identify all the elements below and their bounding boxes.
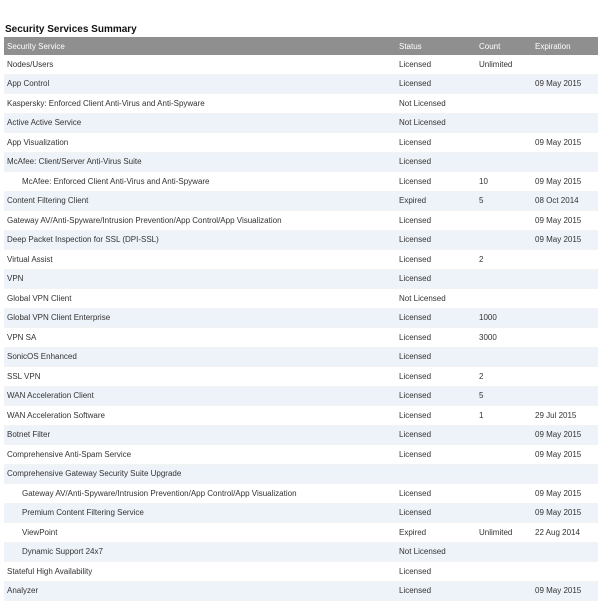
cell-security-service: SonicOS Enhanced	[7, 352, 77, 362]
cell-count: 1000	[479, 313, 497, 323]
cell-status: Not Licensed	[399, 118, 446, 128]
cell-status: Licensed	[399, 566, 432, 576]
column-header-status[interactable]: Status	[399, 41, 422, 51]
cell-count: Unlimited	[479, 527, 513, 537]
table-row[interactable]	[4, 211, 598, 231]
cell-expiration: 09 May 2015	[535, 79, 582, 89]
cell-count	[476, 74, 532, 94]
cell-status: Licensed	[399, 371, 432, 381]
panel-title: Security Services Summary	[5, 24, 137, 35]
cell-expiration: 09 May 2015	[535, 176, 582, 186]
cell-security-service: Gateway AV/Anti-Spyware/Intrusion Prevention/App Control/App Visualization	[22, 488, 297, 498]
cell-status: Licensed	[399, 176, 432, 186]
cell-expiration	[532, 386, 598, 406]
cell-count	[476, 445, 532, 465]
cell-security-service: Nodes/Users	[7, 59, 54, 69]
cell-security-service: SSL VPN	[7, 371, 41, 381]
cell-security-service: Analyzer	[7, 586, 39, 596]
cell-status: Licensed	[399, 313, 432, 323]
cell-expiration: 09 May 2015	[535, 215, 582, 225]
cell-count: 5	[479, 391, 484, 401]
cell-status: Expired	[399, 196, 427, 206]
cell-expiration	[532, 289, 598, 309]
table-row[interactable]	[4, 94, 598, 114]
cell-expiration: 09 May 2015	[535, 488, 582, 498]
cell-status: Not Licensed	[399, 547, 446, 557]
table-row[interactable]	[4, 289, 598, 309]
cell-status: Licensed	[399, 352, 432, 362]
cell-status: Licensed	[399, 332, 432, 342]
cell-status: Licensed	[399, 59, 432, 69]
cell-security-service: WAN Acceleration Client	[7, 391, 94, 401]
cell-count	[476, 152, 532, 172]
table-row[interactable]	[4, 347, 598, 367]
cell-expiration: 22 Aug 2014	[535, 527, 580, 537]
cell-status: Licensed	[399, 508, 432, 518]
cell-count: Unlimited	[479, 59, 513, 69]
table-row[interactable]	[4, 562, 598, 582]
cell-expiration: 08 Oct 2014	[535, 196, 579, 206]
cell-security-service: Global VPN Client	[7, 293, 72, 303]
table-row[interactable]	[4, 425, 598, 445]
cell-count	[476, 581, 532, 601]
cell-expiration: 09 May 2015	[535, 235, 582, 245]
cell-count	[476, 347, 532, 367]
table-row[interactable]	[4, 269, 598, 289]
table-row[interactable]	[4, 230, 598, 250]
cell-expiration: 09 May 2015	[535, 586, 582, 596]
table-row[interactable]	[4, 367, 598, 387]
table-row[interactable]	[4, 55, 598, 74]
cell-status: Licensed	[399, 254, 432, 264]
cell-status: Licensed	[399, 215, 432, 225]
cell-security-service: Global VPN Client Enterprise	[7, 313, 111, 323]
cell-status: Licensed	[399, 157, 432, 167]
cell-security-service: Stateful High Availability	[7, 566, 93, 576]
cell-count	[476, 464, 532, 484]
column-header-expiration[interactable]: Expiration	[535, 41, 571, 51]
cell-security-service: Comprehensive Anti-Spam Service	[7, 449, 132, 459]
cell-security-service: Virtual Assist	[7, 254, 53, 264]
cell-count	[476, 94, 532, 114]
cell-count	[476, 269, 532, 289]
cell-count: 1	[479, 410, 484, 420]
table-row[interactable]	[4, 113, 598, 133]
cell-status: Not Licensed	[399, 293, 446, 303]
cell-expiration: 09 May 2015	[535, 508, 582, 518]
cell-security-service: Comprehensive Gateway Security Suite Upgrade	[7, 469, 182, 479]
cell-count: 3000	[479, 332, 497, 342]
table-row[interactable]	[4, 484, 598, 504]
cell-status: Expired	[399, 527, 427, 537]
cell-status: Licensed	[399, 586, 432, 596]
cell-security-service: Gateway AV/Anti-Spyware/Intrusion Prevention/App Control/App Visualization	[7, 215, 282, 225]
table-row[interactable]	[4, 74, 598, 94]
cell-status: Licensed	[399, 391, 432, 401]
cell-count	[476, 133, 532, 153]
cell-status: Licensed	[399, 235, 432, 245]
cell-security-service: WAN Acceleration Software	[7, 410, 105, 420]
cell-expiration	[532, 328, 598, 348]
cell-expiration	[532, 542, 598, 562]
cell-count	[476, 542, 532, 562]
cell-expiration	[532, 94, 598, 114]
cell-expiration	[532, 55, 598, 74]
cell-status: Not Licensed	[399, 98, 446, 108]
cell-status	[396, 464, 476, 484]
cell-expiration	[532, 269, 598, 289]
table-row[interactable]	[4, 133, 598, 153]
table-row[interactable]	[4, 406, 598, 426]
table-row[interactable]	[4, 152, 598, 172]
table-row[interactable]	[4, 328, 598, 348]
cell-expiration: 09 May 2015	[535, 449, 582, 459]
cell-security-service: App Control	[7, 79, 50, 89]
column-header-security-service[interactable]: Security Service	[7, 41, 65, 51]
cell-count	[476, 289, 532, 309]
cell-expiration: 29 Jul 2015	[535, 410, 577, 420]
cell-expiration	[532, 250, 598, 270]
table-header-row	[4, 37, 598, 55]
table-row[interactable]	[4, 191, 598, 211]
cell-count	[476, 211, 532, 231]
table-row[interactable]	[4, 386, 598, 406]
table-row[interactable]	[4, 523, 598, 543]
cell-expiration: 09 May 2015	[535, 137, 582, 147]
table-row[interactable]	[4, 250, 598, 270]
cell-security-service: McAfee: Client/Server Anti-Virus Suite	[7, 157, 142, 167]
cell-count	[476, 562, 532, 582]
cell-expiration	[532, 562, 598, 582]
cell-count	[476, 113, 532, 133]
cell-expiration: 09 May 2015	[535, 430, 582, 440]
cell-status: Licensed	[399, 449, 432, 459]
cell-security-service: McAfee: Enforced Client Anti-Virus and Anti-Spyware	[22, 176, 210, 186]
cell-count: 2	[479, 371, 484, 381]
cell-security-service: Kaspersky: Enforced Client Anti-Virus and Anti-Spyware	[7, 98, 205, 108]
table-row[interactable]	[4, 464, 598, 484]
cell-count	[476, 230, 532, 250]
cell-expiration	[532, 367, 598, 387]
column-header-count[interactable]: Count	[479, 41, 501, 51]
cell-expiration	[532, 347, 598, 367]
cell-expiration	[532, 464, 598, 484]
table-row[interactable]	[4, 172, 598, 192]
cell-expiration	[532, 308, 598, 328]
cell-status: Licensed	[399, 274, 432, 284]
cell-security-service: Content Filtering Client	[7, 196, 89, 206]
cell-count: 10	[479, 176, 488, 186]
cell-security-service: Botnet Filter	[7, 430, 51, 440]
cell-status: Licensed	[399, 137, 432, 147]
cell-count	[476, 425, 532, 445]
cell-count	[476, 503, 532, 523]
cell-security-service: ViewPoint	[22, 527, 58, 537]
cell-security-service: Premium Content Filtering Service	[22, 508, 144, 518]
table-row[interactable]	[4, 581, 598, 601]
cell-security-service: VPN	[7, 274, 24, 284]
cell-status: Licensed	[399, 79, 432, 89]
table-row[interactable]	[4, 308, 598, 328]
cell-security-service: Dynamic Support 24x7	[22, 547, 103, 557]
cell-count	[476, 484, 532, 504]
table-row[interactable]	[4, 445, 598, 465]
cell-expiration	[532, 113, 598, 133]
cell-count: 2	[479, 254, 484, 264]
cell-status: Licensed	[399, 430, 432, 440]
cell-count: 5	[479, 196, 484, 206]
security-services-table	[4, 37, 598, 601]
table-row[interactable]	[4, 503, 598, 523]
cell-security-service: VPN SA	[7, 332, 37, 342]
table-body	[4, 55, 598, 601]
table-row[interactable]	[4, 542, 598, 562]
security-services-summary-panel	[4, 22, 598, 601]
cell-security-service: App Visualization	[7, 137, 69, 147]
cell-status: Licensed	[399, 410, 432, 420]
cell-status: Licensed	[399, 488, 432, 498]
cell-security-service: Deep Packet Inspection for SSL (DPI-SSL)	[7, 235, 159, 245]
cell-expiration	[532, 152, 598, 172]
cell-security-service: Active Active Service	[7, 118, 82, 128]
